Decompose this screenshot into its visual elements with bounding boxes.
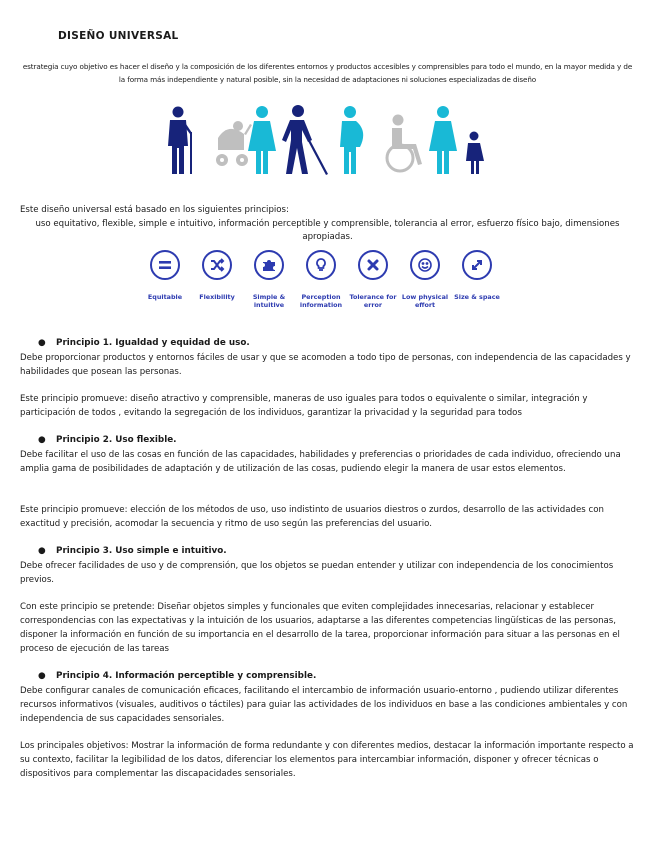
principle-3-description: Debe ofrecer facilidades de uso y de comprensión, que los objetos se puedan entender y utilizar con independencia de los conocimientos previos. (20, 561, 614, 585)
principle-label: Perception information (299, 293, 343, 309)
principle-3-heading: ● Principio 3. Uso simple e intuitivo. (38, 546, 227, 556)
equal-icon (150, 250, 180, 280)
principle-4-heading: ● Principio 4. Información perceptible y comprensible. (38, 671, 317, 681)
principle-icons-row (136, 250, 516, 320)
principle-1-heading: ● Principio 1. Igualdad y equidad de uso. (38, 338, 250, 348)
principle-3-goals: Con este principio se pretende: Diseñar objetos simples y funcionales que eviten complejidades innecesarias, relacionar y establecer correspondencias con las expectativas y la intuición de los usuarios, adaptarse a las diferentes competencias lingüísticas de las personas, disponer la información en función de su importancia en el desarrollo de la tarea, proporcionar información para situar a las personas en el proceso de ejecución de las tareas (20, 602, 620, 654)
principle-heading-text: Principio 1. Igualdad y equidad de uso. (56, 338, 250, 348)
pregnant-woman-icon (340, 106, 363, 174)
low-effort-principle (396, 250, 454, 309)
principle-heading-text: Principio 4. Información perceptible y comprensible. (56, 671, 317, 681)
size-space-principle (448, 250, 506, 301)
diverse-people-illustration (160, 102, 490, 178)
lightbulb-icon (306, 250, 336, 280)
summary-line: Este diseño universal está basado en los siguientes principios: (20, 205, 289, 215)
elderly-person-icon (168, 107, 192, 175)
resize-icon (462, 250, 492, 280)
principle-1-description: Debe proporcionar productos y entornos fáciles de usar y que se acomoden a todo tipo de personas, con independencia de las capacidades y habilidades que posean las personas. (20, 353, 631, 377)
woman-icon (248, 106, 276, 174)
principle-1-promotes: Este principio promueve: diseño atractivo y comprensible, maneras de uso iguales para todos o equivalente o similar, integración y participación de todos , evitando la segregación de los individuos, garantizar la privacidad y la seguridad para todos (20, 394, 588, 418)
puzzle-icon (254, 250, 284, 280)
principle-heading-text: Principio 3. Uso simple e intuitivo. (56, 546, 227, 556)
smile-icon (410, 250, 440, 280)
principle-label: Tolerance for error (349, 293, 397, 309)
page-title: DISEÑO UNIVERSAL (58, 30, 179, 42)
principle-2-description: Debe facilitar el uso de las cosas en función de las capacidades, habilidades y preferencias o prioridades de cada individuo, ofreciendo una amplia gama de posibilidades de adaptación y de utilización de las cosas, pudiendo elegir la manera de usar estos elementos. (20, 450, 621, 474)
tolerance-principle (344, 250, 402, 309)
child-icon (466, 132, 484, 175)
principle-label: Flexibility (199, 293, 235, 301)
principles-summary (20, 204, 635, 245)
intro-paragraph: estrategia cuyo objetivo es hacer el diseño y la composición de los diferentes entornos y productos accesibles y comprensibles para todo el mundo, en la mayor medida y de la forma más independiente y natural posible, sin la necesidad de adaptaciones ni soluciones especializadas de diseño (22, 62, 633, 84)
principle-4-description: Debe configurar canales de comunicación eficaces, facilitando el intercambio de información usuario-entorno , pudiendo utilizar diferentes recursos informativos (visuales, auditivos o táctiles) para guiar las actividades de los individuos en base a las condiciones ambientales y con independencia de sus capacidades sensoriales. (20, 686, 628, 724)
principle-label: Equitable (147, 293, 183, 301)
principle-label: Size & space (454, 293, 500, 301)
equitable-principle (136, 250, 194, 301)
shuffle-icon (202, 250, 232, 280)
simple-intuitive-principle (240, 250, 298, 309)
flexibility-principle (188, 250, 246, 301)
principle-heading-text: Principio 2. Uso flexible. (56, 435, 177, 445)
blind-person-icon (282, 105, 328, 175)
mother-icon (429, 106, 457, 174)
principle-2-heading: ● Principio 2. Uso flexible. (38, 435, 177, 445)
principle-label: Simple & intuitive (252, 293, 286, 309)
wheelchair-user-icon (387, 115, 422, 172)
principle-label: Low physical effort (401, 293, 449, 309)
principle-2-promotes: Este principio promueve: elección de los métodos de uso, uso indistinto de usuarios diestros o zurdos, desarrollo de las actividades con exactitud y precisión, acomodar la secuencia y ritmo de uso según las preferencias del usuario. (20, 505, 604, 529)
principle-4-objectives: Los principales objetivos: Mostrar la información de forma redundante y con diferentes medios, destacar la información importante respecto a su contexto, facilitar la legibilidad de los datos, diferenciar los elementos para intercambiar información, disponer y ofrecer técnicas o dispositivos para complementar las discapacidades sensoriales. (20, 741, 634, 779)
x-icon (358, 250, 388, 280)
baby-stroller-icon (216, 121, 252, 166)
perception-principle (292, 250, 350, 309)
summary-list: uso equitativo, flexible, simple e intuitivo, información perceptible y comprensible, tolerancia al error, esfuerzo físico bajo, dimensiones apropiadas. (35, 218, 620, 242)
